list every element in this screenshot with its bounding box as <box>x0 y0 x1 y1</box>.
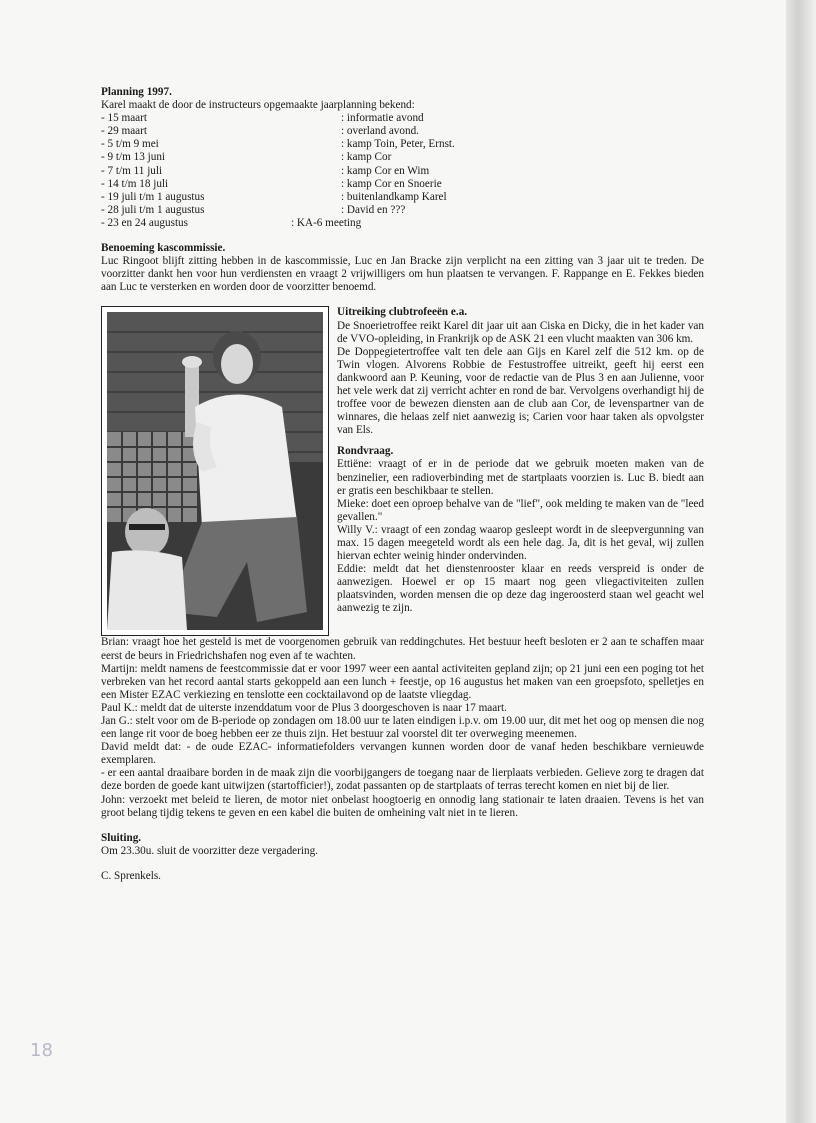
planning-intro: Karel maakt de door de instructeurs opgemaakte jaarplanning bekend: <box>101 99 415 112</box>
planning-date: - 28 juli t/m 1 augustus <box>101 203 205 216</box>
planning-date: - 14 t/m 18 juli <box>101 177 169 190</box>
clubtrofeeen-paragraph: De Snoerietroffee reikt Karel dit jaar uit aan Ciska en Dicky, die in het kader van de VVO-opleiding, in Frankrijk op de ASK 21 een vlucht maakten van 306 km. <box>337 319 704 345</box>
planning-heading: Planning 1997. <box>101 86 172 98</box>
planning-date: - 23 en 24 augustus <box>101 216 189 229</box>
rondvraag-item: Ettiëne: vraagt of er in de periode dat we gebruik moeten maken van de benzinelier, een radioverbinding met de startplaats voorzien is. Luc B. biedt aan er gratis een beschikbaar te stellen. <box>337 458 704 497</box>
planning-desc: : kamp Cor en Wim <box>341 164 430 177</box>
clubtrofeeen-paragraph: De Doppegietertroffee valt ten dele aan Gijs en Karel zelf die 512 km. op de Twin vlogen. Alvorens Robbie de Festustroffee uitreikt, geeft hij eerst een dankwoord aan P. Keuning, voor de redactie van de Plus 3 en aan Julienne, voor het vele werk dat zij verricht achter en rond de bar. Vervolgens overhandigt hij de troffee voor de bewezen diensten aan de club aan Cor, de levenspartner van de winnares, die helaas zelf niet aanwezig is; Carien voor haar taken als opvolgster van Els. <box>337 345 704 437</box>
planning-desc: : buitenlandkamp Karel <box>341 190 447 203</box>
photo-frame <box>101 306 329 636</box>
planning-item <box>101 138 704 151</box>
kascommissie-heading: Benoeming kascommissie. <box>101 242 226 255</box>
rondvraag-item: Willy V.: vraagt of een zondag waarop gesleept wordt in de sleepvergunning van max. 15 dagen meegeteld wordt als een hele dag. Ja, dit is het geval, wij zullen hiervan echter weinig hinder ondervinden. <box>337 523 704 563</box>
planning-date: - 19 juli t/m 1 augustus <box>101 190 205 203</box>
rondvraag-item: Jan G.: stelt voor om de B-periode op zondagen om 18.00 uur te laten eindigen i.p.v. om 19.00 uur, dit met het oog op mensen die nog een lange rit voor de boeg hebben eer ze thuis zijn. Het bestuur zal voorstel dit ter overweging meenemen. <box>101 714 704 741</box>
photo-section <box>101 306 704 636</box>
rondvraag-item: Eddie: meldt dat het dienstenrooster klaar en reeds verspreid is onder de aanwezigen. Hoewel er op 15 maart nog geen vliegactiviteiten zullen plaatsvinden, worden mensen die op deze dag ingeroosterd staan wel geacht wel aanwezig te zijn. <box>337 563 704 615</box>
document-body <box>101 86 704 883</box>
planning-desc: : David en ??? <box>341 203 406 216</box>
planning-date: - 7 t/m 11 juli <box>101 164 163 177</box>
planning-item <box>101 165 704 178</box>
planning-desc: : overland avond. <box>341 125 419 138</box>
planning-desc: : kamp Cor <box>341 151 392 164</box>
planning-item <box>101 191 704 204</box>
planning-item <box>101 112 704 125</box>
planning-list <box>101 112 704 230</box>
planning-desc: : KA-6 meeting <box>291 216 362 229</box>
planning-date: - 5 t/m 9 mei <box>101 138 159 151</box>
rondvraag-item: - er een aantal draaibare borden in de maak zijn die voorbijgangers de toegang naar de lierplaats verbieden. Gelieve zorg te dragen dat deze borden de goede kant uitwijzen (startofficier!), zodat passanten op de startplaats of terras terecht komen en niet bij de lier. <box>101 767 704 793</box>
planning-item <box>101 178 704 191</box>
rondvraag-heading: Rondvraag. <box>337 445 394 458</box>
rondvraag-item: Martijn: meldt namens de feestcommissie dat er voor 1997 weer een aantal activiteiten gepland zijn; op 21 juni een een poging tot het verbreken van het record aantal starts gekoppeld aan een lunch + feestje, op 16 augustus het maken van een groepsfoto, spelletjes en een Mister EZAC verkiezing en tenslotte een cocktailavond op de laatste vliegdag. <box>101 662 704 701</box>
signature: C. Sprenkels. <box>101 869 161 882</box>
planning-date: - 9 t/m 13 juni <box>101 151 166 164</box>
planning-date: - 15 maart <box>101 112 147 125</box>
kascommissie-text: Luc Ringoot blijft zitting hebben in de kascommissie, Luc en Jan Bracke zijn verplicht na een zitting van 3 jaar uit te treden. De voorzitter dankt hen voor hun verdiensten en vraagt 2 vrijwilligers om hun plaatsen te vervangen. F. Rappange en E. Fekkes bieden aan Luc te versterken en worden door de voorzitter benoemd. <box>101 255 704 294</box>
rondvraag-item: Paul K.: meldt dat de uiterste inzenddatum voor de Plus 3 doorgeschoven is naar 17 maart. <box>101 701 507 714</box>
planning-date: - 29 maart <box>101 125 147 138</box>
planning-desc: : kamp Cor en Snoerie <box>341 177 442 190</box>
planning-desc: : informatie avond <box>341 112 424 125</box>
planning-item <box>101 151 704 164</box>
rondvraag-item: David meldt dat: - de oude EZAC- informatiefolders vervangen kunnen worden door de vanaf heden beschikbare vernieuwde exemplaren. <box>101 741 704 767</box>
sluiting-text: Om 23.30u. sluit de voorzitter deze vergadering. <box>101 844 318 857</box>
page-edge <box>786 0 816 1123</box>
planning-item <box>101 204 704 217</box>
clubtrofeeen-heading: Uitreiking clubtrofeeën e.a. <box>337 306 468 319</box>
planning-item <box>101 217 704 230</box>
planning-desc: : kamp Toin, Peter, Ernst. <box>341 138 455 151</box>
trophy-photo <box>107 312 323 630</box>
rondvraag-item: Mieke: doet een oproep behalve van de "lief", ook melding te maken van de "leed gevallen." <box>337 497 704 523</box>
rondvraag-item: Brian: vraagt hoe het gesteld is met de voorgenomen gebruik van reddingchutes. Het bestuur heeft besloten er 2 aan te schaffen maar eerst de beurs in Friedrichshafen nog even af te wachten. <box>101 636 704 662</box>
right-column <box>337 306 704 636</box>
sluiting-heading: Sluiting. <box>101 831 142 844</box>
planning-item <box>101 125 704 138</box>
page-number: 18 <box>30 1040 53 1061</box>
rondvraag-item: John: verzoekt met beleid te lieren, de motor niet onbelast hoogtoerig en onnodig lang stationair te laten draaien. Tevens is het van groot belang tijdig tekens te geven en een kabel die buiten de omheining valt niet in te lieren. <box>101 793 704 819</box>
